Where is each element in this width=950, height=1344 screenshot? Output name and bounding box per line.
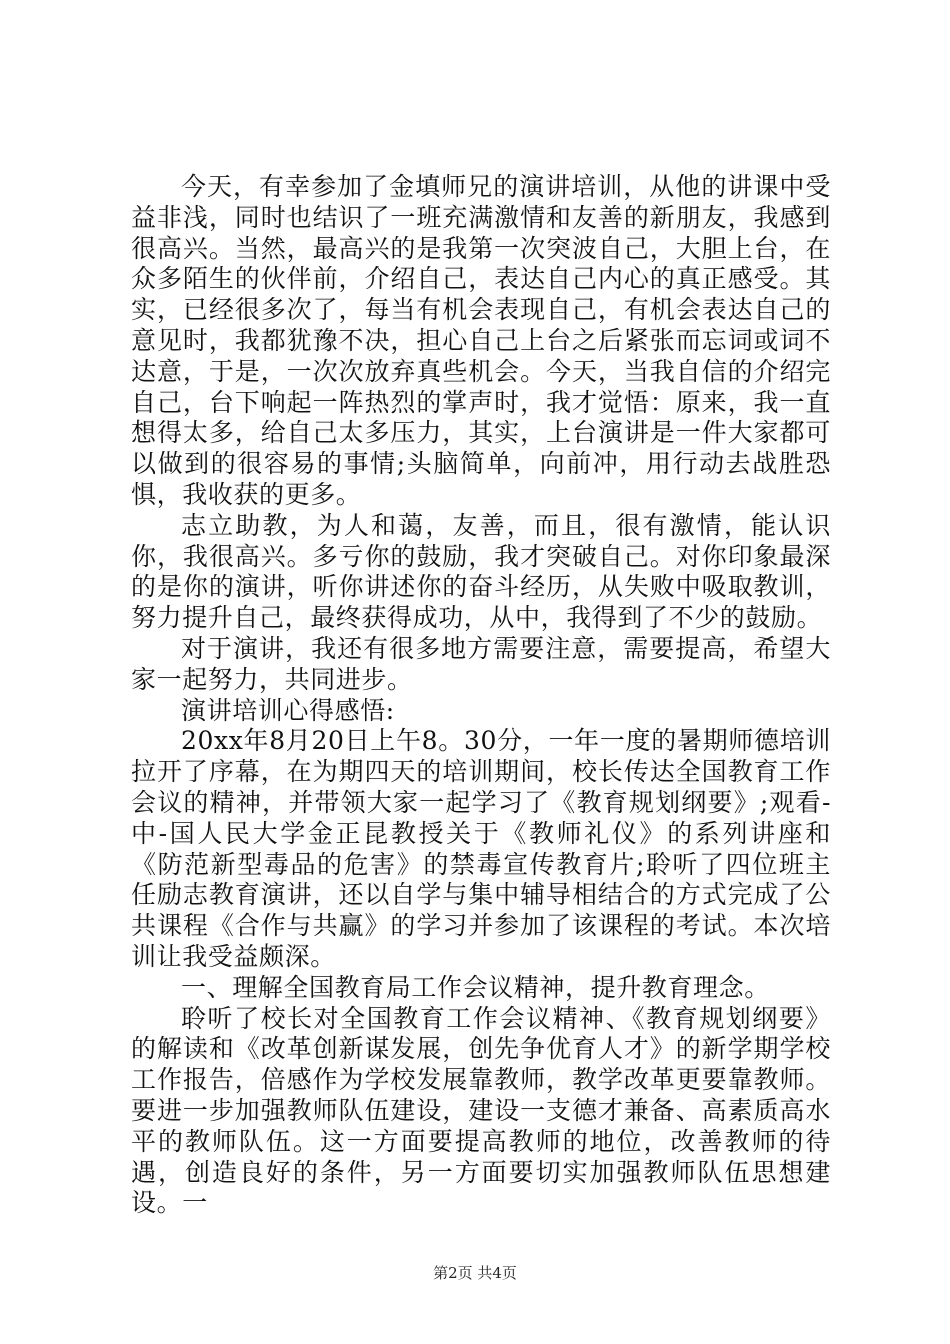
paragraph-improve: 对于演讲，我还有很多地方需要注意，需要提高，希望大家一起努力，共同进步。 <box>131 633 831 694</box>
document-body <box>131 172 831 1219</box>
subheading-one: 一、理解全国教育局工作会议精神，提升教育理念。 <box>181 972 770 1002</box>
section-heading: 演讲培训心得感悟: <box>181 695 395 725</box>
paragraph-meeting: 聆听了校长对全国教育工作会议精神、《教育规划纲要》的解读和《改革创新谋发展，创先争优育人才》的新学期学校工作报告，倍感作为学校发展靠教师，教学改革更要靠教师。要进一步加强教师队伍建设，建设一支德才兼备、高素质高水平的教师队伍。这一方面要提高教师的地位，改善教师的待遇，创造良好的条件，另一方面要切实加强教师队伍思想建设。一 <box>131 1003 831 1218</box>
paragraph-intro: 今天，有幸参加了金填师兄的演讲培训，从他的讲课中受益非浅，同时也结识了一班充满激情和友善的新朋友，我感到很高兴。当然，最高兴的是我第一次突波自己，大胆上台，在众多陌生的伙伴前，介绍自己，表达自己内心的真正感受。其实，已经很多次了，每当有机会表现自己，有机会表达自己的意见时，我都犹豫不决，担心自己上台之后紧张而忘词或词不达意，于是，一次次放弃真些机会。今天，当我自信的介绍完自己，台下响起一阵热烈的掌声时，我才觉悟：原来，我一直想得太多，给自己太多压力，其实，上台演讲是一件大家都可以做到的很容易的事情;头脑简单，向前冲，用行动去战胜恐惧，我收获的更多。 <box>131 172 831 509</box>
paragraph-assistant: 志立助教，为人和蔼，友善，而且，很有激情，能认识你，我很高兴。多亏你的鼓励，我才突破自己。对你印象最深的是你的演讲，听你讲述你的奋斗经历，从失败中吸取教训，努力提升自己，最终获得成功，从中，我得到了不少的鼓励。 <box>131 510 831 633</box>
paragraph-training: 20xx年8月20日上午8。30分，一年一度的暑期师德培训拉开了序幕，在为期四天的培训期间，校长传达全国教育工作会议的精神，并带领大家一起学习了《教育规划纲要》;观看-中-国人民大学金正昆教授关于《教师礼仪》的系列讲座和《防范新型毒品的危害》的禁毒宣传教育片;聆听了四位班主任励志教育演讲，还以自学与集中辅导相结合的方式完成了公共课程《合作与共赢》的学习并参加了该课程的考试。本次培训让我受益颇深。 <box>131 726 831 971</box>
page-number: 第2页 共4页 <box>433 1264 517 1282</box>
